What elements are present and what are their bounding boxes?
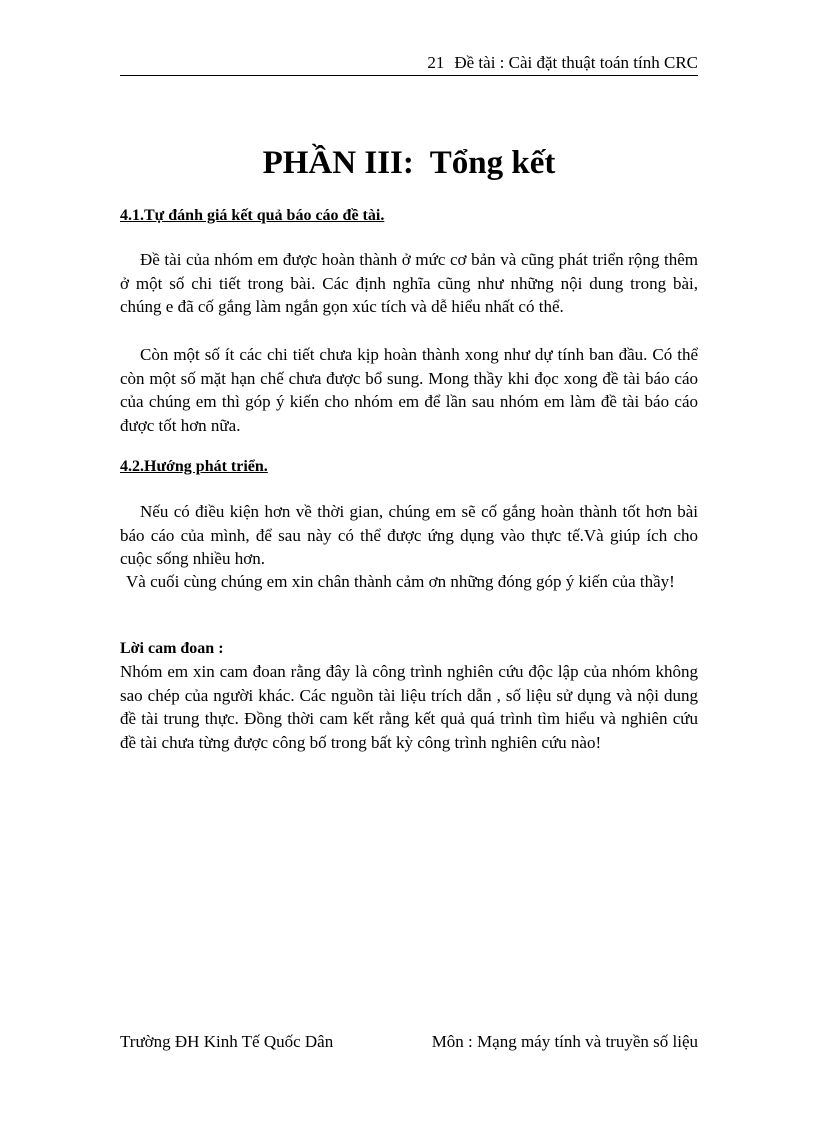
section1-paragraph-2: Còn một số ít các chi tiết chưa kịp hoàn thành xong như dự tính ban đầu. Có thể còn một số mặt hạn chế chưa được bổ sung. Mong thầy khi đọc xong đề tài báo cáo của chúng em thì góp ý kiến cho nhóm em để lần sau nhóm em làm đề tài báo cáo được tốt hơn nữa. [120, 345, 698, 435]
part-title: PHẦN III: Tổng kết [262, 145, 556, 181]
section2-paragraph-1: Nếu có điều kiện hơn về thời gian, chúng em sẽ cố gắng hoàn thành tốt hơn bài báo cáo của mình, để sau này có thể được ứng dụng vào thực tế.Và giúp ích cho cuộc sống nhiều hơn. [120, 502, 698, 568]
page-number: 21 [427, 53, 445, 72]
footer-school: Trường ĐH Kinh Tế Quốc Dân [120, 1032, 334, 1051]
declaration-text: Nhóm em xin cam đoan rằng đây là công trình nghiên cứu độc lập của nhóm không sao chép của người khác. Các nguồn tài liệu trích dẫn , số liệu sử dụng và nội dung đề tài trung thực. Đồng thời cam kết rằng kết quả quá trình tìm hiểu và nghiên cứu đề tài chưa từng được công bố trong bất kỳ công trình nghiên cứu nào! [120, 662, 698, 752]
section2-paragraph-2: Và cuối cùng chúng em xin chân thành cảm ơn những đóng góp ý kiến của thầy! [126, 572, 675, 591]
page-header [120, 52, 698, 74]
footer-subject: Môn : Mạng máy tính và truyền số liệu [431, 1032, 698, 1051]
section1-paragraph-1: Đề tài của nhóm em được hoàn thành ở mức cơ bản và cũng phát triển rộng thêm ở một số chi tiết trong bài. Các định nghĩa cũng như những nội dung trong bài, chúng e đã cố gắng làm ngắn gọn xúc tích và dễ hiểu nhất có thể. [120, 250, 698, 316]
section-heading-4-2: 4.2.Hướng phát triển. [120, 458, 268, 475]
declaration-label: Lời cam đoan : [120, 640, 224, 657]
header-title: Đề tài : Cài đặt thuật toán tính CRC [454, 53, 698, 72]
header-rule [120, 75, 698, 76]
section-heading-4-1: 4.1.Tự đánh giá kết quả báo cáo đề tài. [120, 207, 385, 224]
